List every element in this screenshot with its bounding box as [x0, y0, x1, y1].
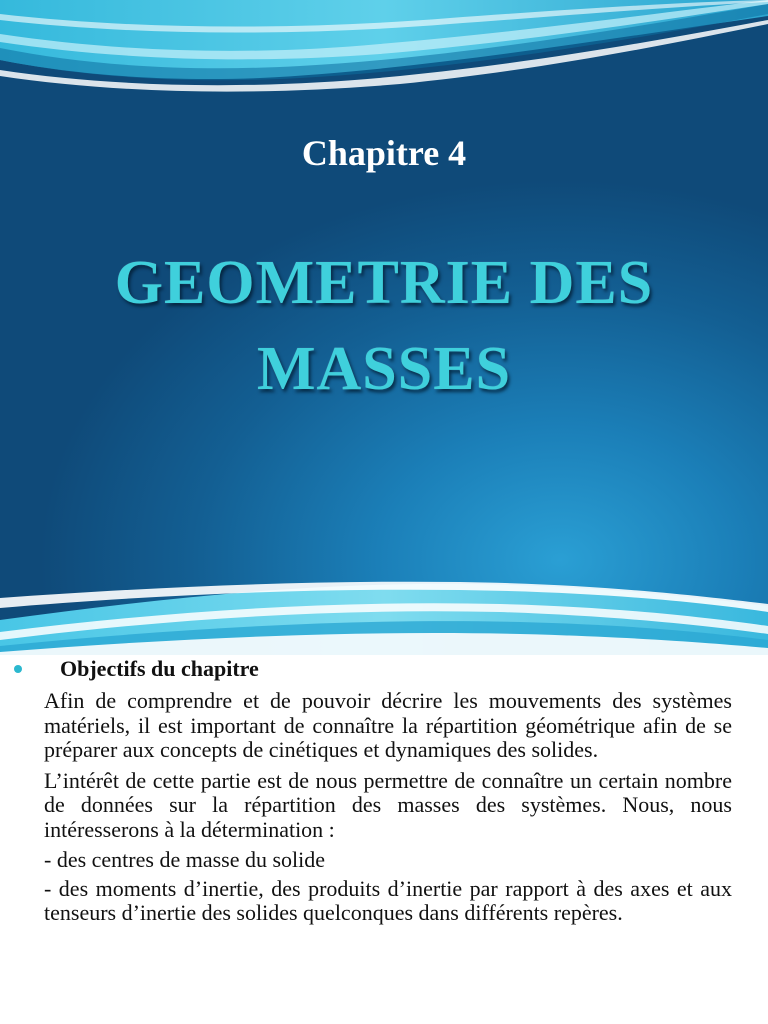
chapter-label: Chapitre 4: [301, 133, 467, 173]
paragraph-moments: - des moments d’inertie, des produits d’inertie par rapport à des axes et aux tenseurs d’inertie des solides quelconques dans différents repères.: [44, 875, 732, 925]
content-body: [44, 652, 732, 932]
bullet-icon: [14, 665, 22, 673]
slide-title: [0, 240, 768, 412]
paragraph-interest: L’intérêt de cette partie est de nous permettre de connaître un certain nombre de données sur la répartition des masses des systèmes. Nous, nous intéresserons à la détermination :: [44, 767, 732, 842]
title-line-1: GEOMETRIE DES: [114, 249, 654, 317]
title-line-2: MASSES: [256, 335, 512, 403]
paragraph-intro: Afin de comprendre et de pouvoir décrire les mouvements des systèmes matériels, il est important de connaître la répartition géométrique afin de se préparer aux concepts de cinétiques et dynamiques des solides.: [44, 688, 732, 762]
bullet-item-objectives: [0, 652, 732, 682]
paragraph-centres: - des centres de masse du solide: [44, 847, 326, 872]
bullet-heading: Objectifs du chapitre: [60, 656, 259, 681]
